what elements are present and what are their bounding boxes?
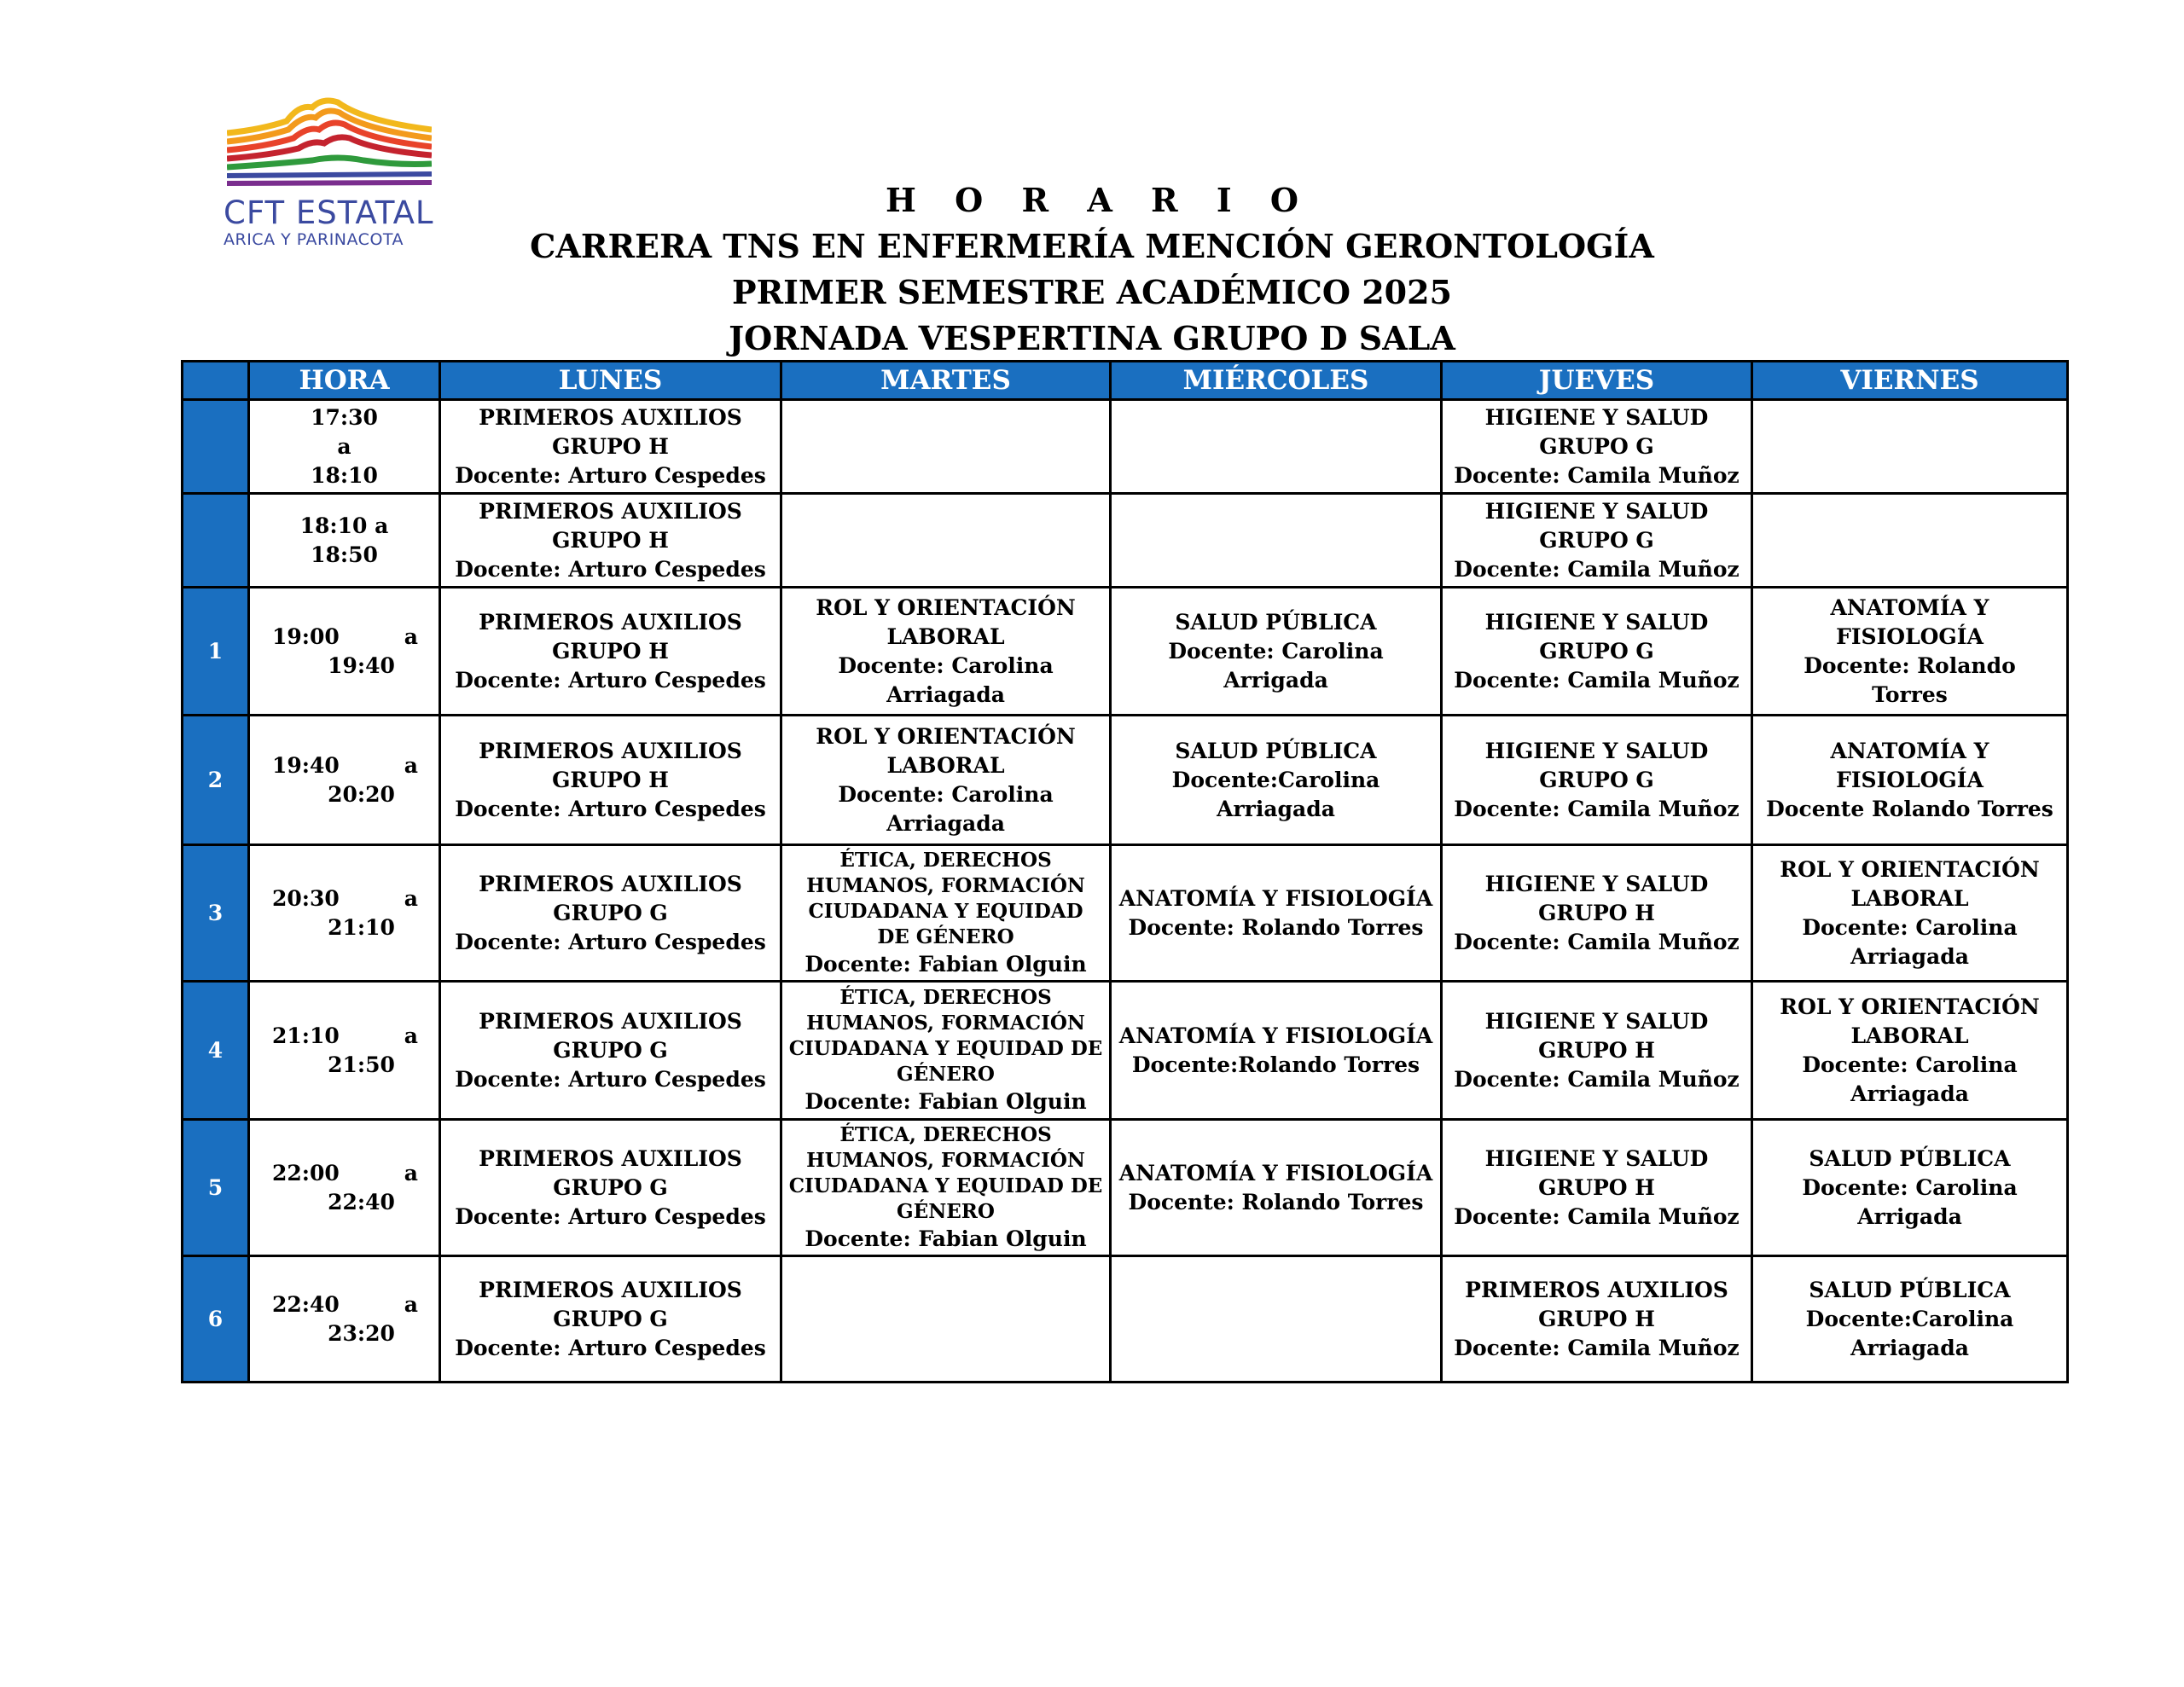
lunes-cell: PRIMEROS AUXILIOS GRUPO G Docente: Arturo Cespedes bbox=[440, 1256, 781, 1383]
miercoles-cell: ANATOMÍA Y FISIOLOGÍA Docente: Rolando Torres bbox=[1111, 1120, 1442, 1256]
jueves-cell: PRIMEROS AUXILIOS GRUPO H Docente: Camila Muñoz bbox=[1442, 1256, 1752, 1383]
mountain-stripes-icon bbox=[227, 96, 432, 189]
lunes-cell: PRIMEROS AUXILIOS GRUPO H Docente: Arturo Cespedes bbox=[440, 716, 781, 845]
martes-cell: ROL Y ORIENTACIÓN LABORAL Docente: Carolina Arriagada bbox=[781, 588, 1111, 716]
jueves-cell: HIGIENE Y SALUD GRUPO G Docente: Camila Muñoz bbox=[1442, 494, 1752, 588]
hour-cell: 18:10 a 18:50 bbox=[249, 494, 440, 588]
jueves-cell: HIGIENE Y SALUD GRUPO G Docente: Camila Muñoz bbox=[1442, 400, 1752, 494]
period-number: 4 bbox=[183, 982, 249, 1120]
hour-cell: 17:30 a 18:10 bbox=[249, 400, 440, 494]
header-row bbox=[183, 362, 2068, 400]
schedule-table bbox=[181, 360, 2069, 1383]
miercoles-cell bbox=[1111, 494, 1442, 588]
table-row bbox=[183, 716, 2068, 845]
header-jueves: JUEVES bbox=[1442, 362, 1752, 400]
hour-cell: 22:40 a 23:20 bbox=[249, 1256, 440, 1383]
jueves-cell: HIGIENE Y SALUD GRUPO H Docente: Camila Muñoz bbox=[1442, 982, 1752, 1120]
logo-name: CFT ESTATAL bbox=[224, 194, 434, 231]
table-row bbox=[183, 982, 2068, 1120]
header-hora: HORA bbox=[249, 362, 440, 400]
hour-cell: 22:00 a 22:40 bbox=[249, 1120, 440, 1256]
hour-cell: 19:00 a 19:40 bbox=[249, 588, 440, 716]
jueves-cell: HIGIENE Y SALUD GRUPO G Docente: Camila Muñoz bbox=[1442, 716, 1752, 845]
header-viernes: VIERNES bbox=[1752, 362, 2068, 400]
header-num bbox=[183, 362, 249, 400]
martes-cell: ROL Y ORIENTACIÓN LABORAL Docente: Carolina Arriagada bbox=[781, 716, 1111, 845]
period-number bbox=[183, 494, 249, 588]
header-miercoles: MIÉRCOLES bbox=[1111, 362, 1442, 400]
header-lunes: LUNES bbox=[440, 362, 781, 400]
title-semestre: PRIMER SEMESTRE ACADÉMICO 2025 bbox=[732, 273, 1452, 311]
miercoles-cell: SALUD PÚBLICA Docente:Carolina Arriagada bbox=[1111, 716, 1442, 845]
jueves-cell: HIGIENE Y SALUD GRUPO G Docente: Camila Muñoz bbox=[1442, 588, 1752, 716]
table-row bbox=[183, 1120, 2068, 1256]
document-title bbox=[0, 177, 2184, 362]
martes-cell: ÉTICA, DERECHOS HUMANOS, FORMACIÓN CIUDADANA Y EQUIDAD DE GÉNERO Docente: Fabian Olguin bbox=[781, 982, 1111, 1120]
martes-cell bbox=[781, 400, 1111, 494]
table-row bbox=[183, 588, 2068, 716]
miercoles-cell: SALUD PÚBLICA Docente: Carolina Arrigada bbox=[1111, 588, 1442, 716]
table-row bbox=[183, 494, 2068, 588]
jueves-cell: HIGIENE Y SALUD GRUPO H Docente: Camila Muñoz bbox=[1442, 845, 1752, 982]
lunes-cell: PRIMEROS AUXILIOS GRUPO G Docente: Arturo Cespedes bbox=[440, 982, 781, 1120]
viernes-cell bbox=[1752, 400, 2068, 494]
viernes-cell: ROL Y ORIENTACIÓN LABORAL Docente: Carolina Arriagada bbox=[1752, 982, 2068, 1120]
period-number: 2 bbox=[183, 716, 249, 845]
miercoles-cell: ANATOMÍA Y FISIOLOGÍA Docente: Rolando Torres bbox=[1111, 845, 1442, 982]
hour-cell: 19:40 a 20:20 bbox=[249, 716, 440, 845]
viernes-cell bbox=[1752, 494, 2068, 588]
table-row bbox=[183, 400, 2068, 494]
martes-cell bbox=[781, 1256, 1111, 1383]
lunes-cell: PRIMEROS AUXILIOS GRUPO G Docente: Arturo Cespedes bbox=[440, 1120, 781, 1256]
martes-cell bbox=[781, 494, 1111, 588]
period-number bbox=[183, 400, 249, 494]
title-horario: H O R A R I O bbox=[886, 181, 1312, 219]
title-jornada: JORNADA VESPERTINA GRUPO D SALA bbox=[729, 319, 1455, 357]
lunes-cell: PRIMEROS AUXILIOS GRUPO G Docente: Arturo Cespedes bbox=[440, 845, 781, 982]
lunes-cell: PRIMEROS AUXILIOS GRUPO H Docente: Arturo Cespedes bbox=[440, 400, 781, 494]
logo-region: ARICA Y PARINACOTA bbox=[224, 230, 404, 249]
viernes-cell: SALUD PÚBLICA Docente:Carolina Arriagada bbox=[1752, 1256, 2068, 1383]
miercoles-cell bbox=[1111, 400, 1442, 494]
title-carrera: CARRERA TNS EN ENFERMERÍA MENCIÓN GERONTOLOGÍA bbox=[530, 227, 1654, 265]
miercoles-cell: ANATOMÍA Y FISIOLOGÍA Docente:Rolando Torres bbox=[1111, 982, 1442, 1120]
period-number: 1 bbox=[183, 588, 249, 716]
miercoles-cell bbox=[1111, 1256, 1442, 1383]
martes-cell: ÉTICA, DERECHOS HUMANOS, FORMACIÓN CIUDADANA Y EQUIDAD DE GÉNERO Docente: Fabian Olguin bbox=[781, 1120, 1111, 1256]
period-number: 3 bbox=[183, 845, 249, 982]
viernes-cell: ANATOMÍA Y FISIOLOGÍA Docente Rolando Torres bbox=[1752, 716, 2068, 845]
jueves-cell: HIGIENE Y SALUD GRUPO H Docente: Camila Muñoz bbox=[1442, 1120, 1752, 1256]
martes-cell: ÉTICA, DERECHOS HUMANOS, FORMACIÓN CIUDADANA Y EQUIDAD DE GÉNERO Docente: Fabian Olguin bbox=[781, 845, 1111, 982]
hour-cell: 20:30 a 21:10 bbox=[249, 845, 440, 982]
viernes-cell: ROL Y ORIENTACIÓN LABORAL Docente: Carolina Arriagada bbox=[1752, 845, 2068, 982]
header-martes: MARTES bbox=[781, 362, 1111, 400]
period-number: 6 bbox=[183, 1256, 249, 1383]
lunes-cell: PRIMEROS AUXILIOS GRUPO H Docente: Arturo Cespedes bbox=[440, 494, 781, 588]
table-row bbox=[183, 1256, 2068, 1383]
hour-cell: 21:10 a 21:50 bbox=[249, 982, 440, 1120]
viernes-cell: SALUD PÚBLICA Docente: Carolina Arrigada bbox=[1752, 1120, 2068, 1256]
viernes-cell: ANATOMÍA Y FISIOLOGÍA Docente: Rolando Torres bbox=[1752, 588, 2068, 716]
table-row bbox=[183, 845, 2068, 982]
period-number: 5 bbox=[183, 1120, 249, 1256]
lunes-cell: PRIMEROS AUXILIOS GRUPO H Docente: Arturo Cespedes bbox=[440, 588, 781, 716]
